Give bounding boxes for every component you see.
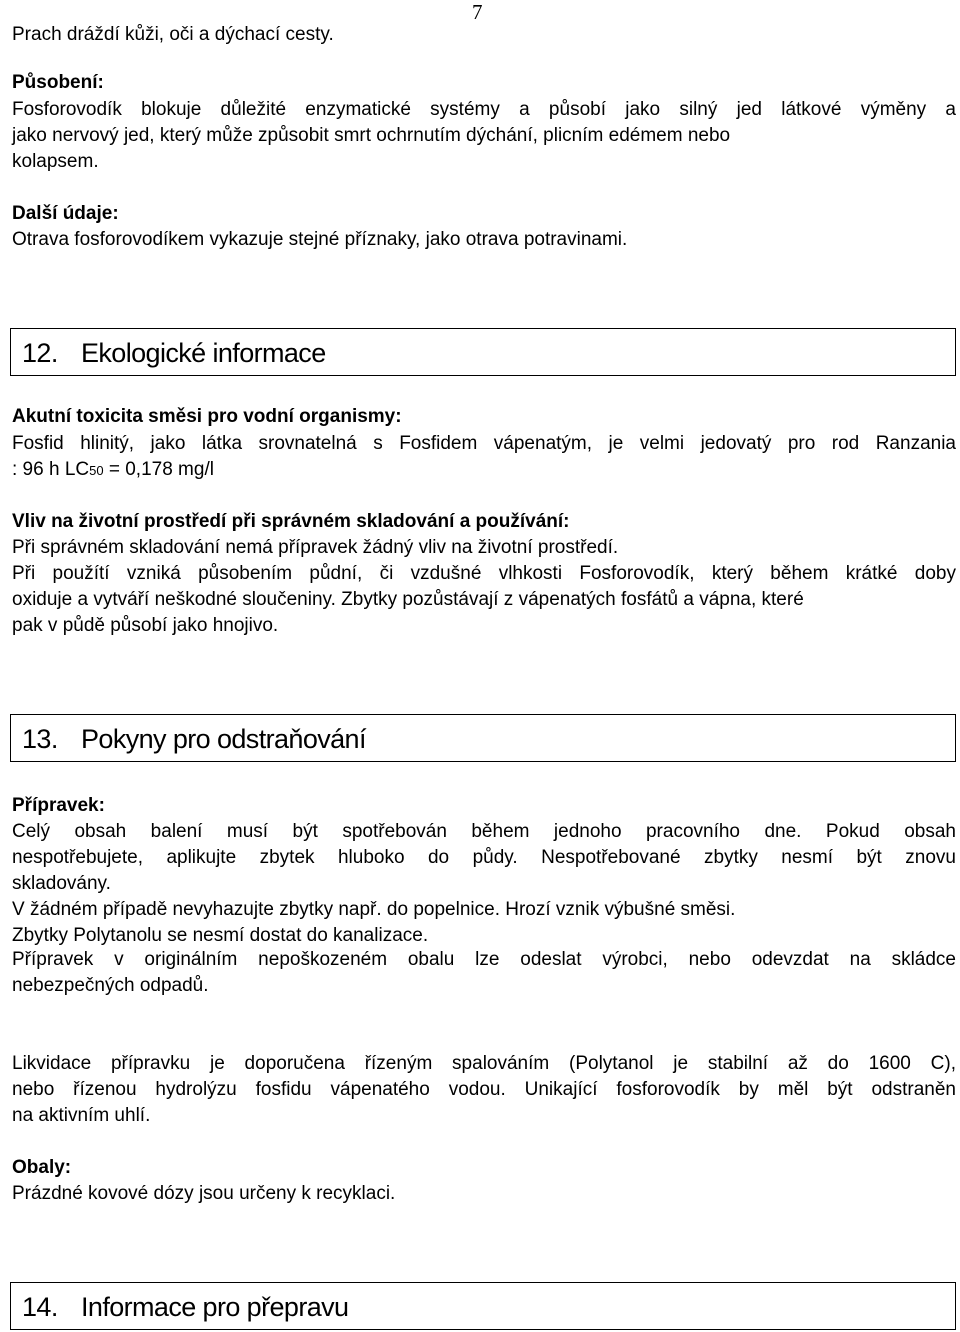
- effect-line-3: kolapsem.: [12, 151, 99, 172]
- env-heading: Vliv na životní prostředí při správném skladování a používání:: [12, 511, 570, 532]
- disposal-line-3: na aktivním uhlí.: [12, 1105, 151, 1126]
- intro-line: Prach dráždí kůži, oči a dýchací cesty.: [12, 24, 334, 45]
- section-13-title: Pokyny pro odstraňování: [81, 724, 366, 754]
- section-14-title: Informace pro přepravu: [81, 1292, 349, 1322]
- disposal-line-1: Likvidace přípravku je doporučena řízeným spalováním (Polytanol je stabilní až do 1600 C),: [12, 1053, 956, 1074]
- prep-line-7: nebezpečných odpadů.: [12, 975, 209, 996]
- prep-heading: Přípravek:: [12, 795, 105, 816]
- prep-line-3: skladovány.: [12, 873, 111, 894]
- section-14-number: 14.: [22, 1292, 58, 1322]
- page-number: 7: [472, 0, 483, 24]
- prep-line-5: Zbytky Polytanolu se nesmí dostat do kanalizace.: [12, 925, 429, 946]
- section-13-header: [10, 714, 956, 762]
- prep-line-4: V žádném případě nevyhazujte zbytky např. do popelnice. Hrozí vznik výbušné směsi.: [12, 899, 736, 920]
- effect-line-1: Fosforovodík blokuje důležité enzymatické systémy a působí jako silný jed látkové výměny a: [12, 99, 956, 120]
- effect-heading: Působení:: [12, 72, 104, 93]
- tox-line-2-pre: : 96 h LC: [12, 459, 90, 480]
- disposal-line-2: nebo řízenou hydrolýzu fosfidu vápenatého vodou. Unikající fosforovodík by měl být odstraněn: [12, 1079, 956, 1100]
- tox-heading: Akutní toxicita směsi pro vodní organismy:: [12, 406, 402, 427]
- pack-line: Prázdné kovové dózy jsou určeny k recyklaci.: [12, 1183, 396, 1204]
- section-12-header: [10, 328, 956, 376]
- pack-heading: Obaly:: [12, 1157, 72, 1178]
- tox-line-1: Fosfid hlinitý, jako látka srovnatelná s Fosfidem vápenatým, je velmi jedovatý pro rod Ranzania: [12, 433, 956, 454]
- further-line: Otrava fosforovodíkem vykazuje stejné příznaky, jako otrava potravinami.: [12, 229, 628, 250]
- env-line-2: Při použítí vzniká působením půdní, či vzdušné vlhkosti Fosforovodík, který během krátké doby: [12, 563, 956, 584]
- env-line-3: oxiduje a vytváří neškodné sloučeniny. Zbytky pozůstávají z vápenatých fosfátů a vápna, které: [12, 589, 804, 610]
- prep-line-1: Celý obsah balení musí být spotřebován během jednoho pracovního dne. Pokud obsah: [12, 821, 956, 842]
- tox-line-2: [12, 457, 214, 484]
- env-line-4: pak v půdě působí jako hnojivo.: [12, 615, 279, 636]
- section-14-header: [10, 1282, 956, 1330]
- section-12-title: Ekologické informace: [81, 338, 326, 368]
- effect-line-2: jako nervový jed, který může způsobit smrt ochrnutím dýchání, plicním edémem nebo: [12, 125, 731, 146]
- lc50-subscript: 50: [89, 463, 104, 478]
- section-12-number: 12.: [22, 338, 58, 368]
- further-heading: Další údaje:: [12, 203, 119, 224]
- prep-line-2: nespotřebujete, aplikujte zbytek hluboko do půdy. Nespotřebované zbytky nesmí být znovu: [12, 847, 956, 868]
- env-line-1: Při správném skladování nemá přípravek žádný vliv na životní prostředí.: [12, 537, 619, 558]
- section-13-number: 13.: [22, 724, 58, 754]
- prep-line-6: Přípravek v originálním nepoškozeném obalu lze odeslat výrobci, nebo odevzdat na skládce: [12, 949, 956, 970]
- tox-line-2-post: = 0,178 mg/l: [103, 459, 214, 480]
